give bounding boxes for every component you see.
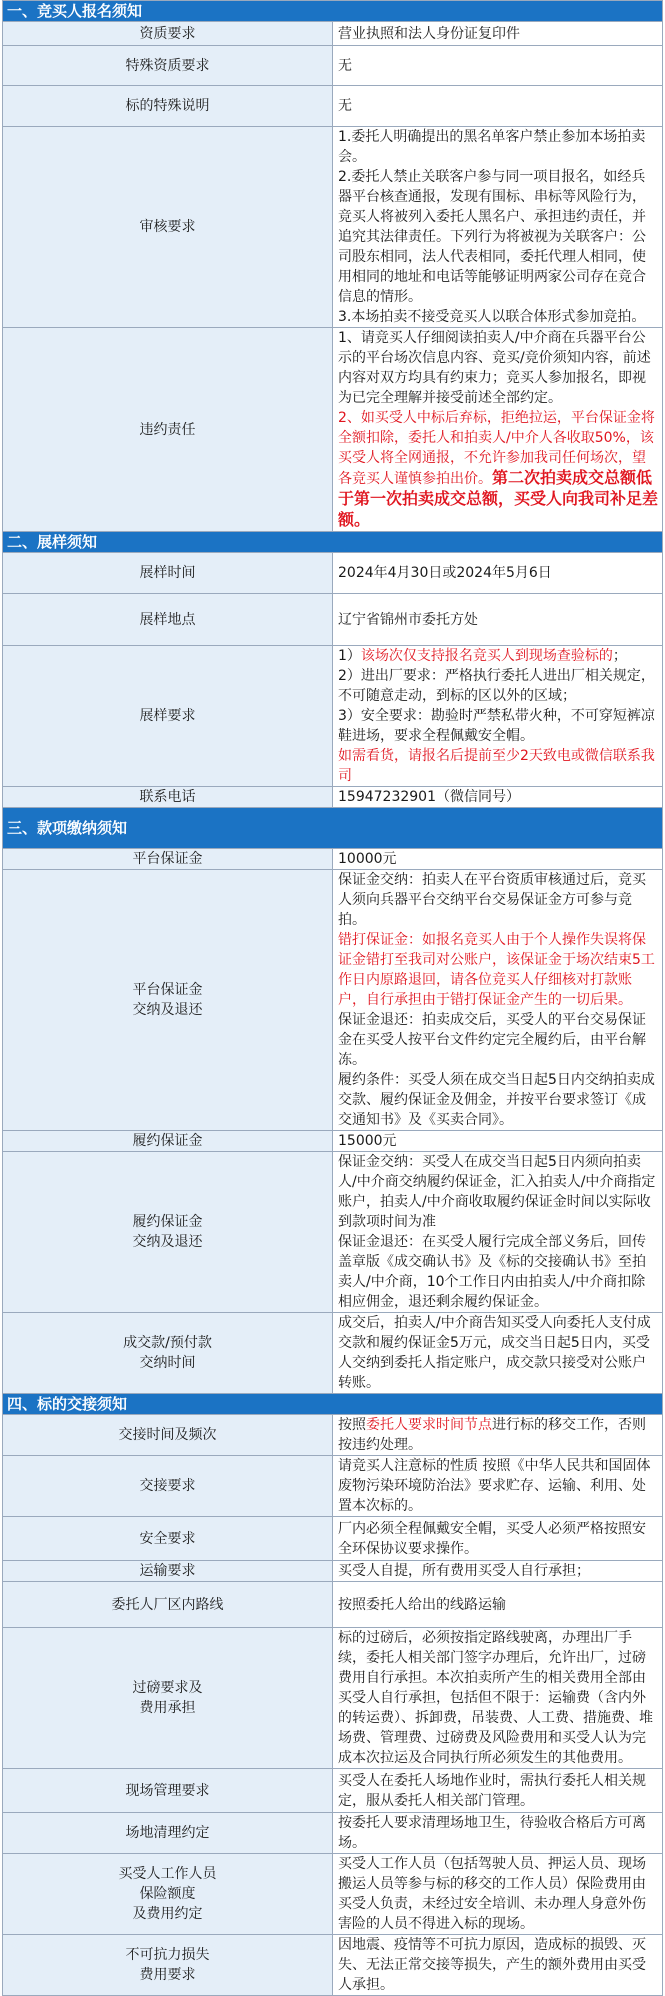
red-warning-text: 2、如买受人中标后弃标，拒绝拉运，平台保证金将全额扣除，委托人和拍卖人/中介人各收取50%，该买受人将全网通报，不允许参加我司任何场次，望各竞买人谨慎参拍出价。 — [338, 410, 655, 487]
red-contact-note: 如需看货，请报名后提前至少2天致电或微信联系我司 — [338, 748, 655, 784]
row-item-special-note — [3, 86, 663, 127]
paragraph — [338, 646, 658, 666]
row-value — [333, 328, 663, 532]
row-staff-insurance — [3, 1854, 663, 1935]
row-label: 标的特殊说明 — [3, 86, 333, 127]
paragraph: 2）进出厂要求：严格执行委托人进出厂相关规定，不可随意走动，到标的区以外的区域； — [338, 668, 655, 704]
label-line: 平台保证金 — [132, 982, 203, 998]
row-label: 交接时间及频次 — [3, 1415, 333, 1456]
row-value: 营业执照和法人身份证复印件 — [333, 22, 663, 46]
label-line: 不可抗力损失 — [125, 1947, 210, 1963]
section-header-payment — [3, 808, 663, 849]
row-label: 资质要求 — [3, 22, 333, 46]
row-site-cleanup — [3, 1813, 663, 1854]
row-label — [3, 870, 333, 1131]
row-value: 成交后，拍卖人/中介商告知买受人向委托人支付成交款和履约保证金5万元，成交当日起5日内，买受人交纳到委托人指定账户，成交款只接受对公账户转账。 — [333, 1313, 663, 1394]
row-value: 辽宁省锦州市委托方处 — [333, 594, 663, 646]
row-label — [3, 1628, 333, 1769]
row-value: 买受人在委托人场地作业时，需执行委托人相关规定，服从委托人相关部门管理。 — [333, 1769, 663, 1813]
row-label — [3, 1854, 333, 1935]
row-safety-requirements — [3, 1517, 663, 1561]
row-label: 履约保证金 — [3, 1131, 333, 1152]
row-transaction-payment-time — [3, 1313, 663, 1394]
paragraph: 保证金退还：在买受人履行完成全部义务后，回传盖章版《成交确认书》及《标的交接确认书》至拍卖人/中介商，10个工作日内由拍卖人/中介商扣除相应佣金，退还剩余履约保证金。 — [338, 1234, 646, 1310]
row-value: 按委托人要求清理场地卫生，待验收合格后方可离场。 — [333, 1813, 663, 1854]
row-value: 2024年4月30日或2024年5月6日 — [333, 553, 663, 594]
label-line: 费用承担 — [139, 1700, 196, 1716]
row-label: 展样地点 — [3, 594, 333, 646]
row-platform-deposit — [3, 849, 663, 870]
row-viewing-requirements — [3, 646, 663, 787]
row-contact-phone — [3, 787, 663, 808]
row-force-majeure — [3, 1935, 663, 1996]
row-label: 展样要求 — [3, 646, 333, 787]
row-value — [333, 127, 663, 328]
row-label: 场地清理约定 — [3, 1813, 333, 1854]
row-value: 请竞买人注意标的性质 按照《中华人民共和国固体废物污染环境防治法》要求贮存、运输、利用、处置本次标的。 — [333, 1456, 663, 1517]
row-value: 标的过磅后，必须按指定路线驶离，办理出厂手续，委托人相关部门签字办理后，允许出厂，过磅费用自行承担。本次拍卖所产生的相关费用全部由买受人自行承担，包括但不限于：运输费（含内外的转运费）、拆卸费，吊装费、人工费、措施费、堆场费、管理费、过磅费及风险费用和买受人认为完成本次拉运及合同执行所必须发生的其他费用。 — [333, 1628, 663, 1769]
paragraph: 3）安全要求：勘验时严禁私带火种，不可穿短裤凉鞋进场，要求全程佩戴安全帽。 — [338, 708, 655, 744]
row-transport-requirements — [3, 1561, 663, 1582]
row-handover-time — [3, 1415, 663, 1456]
row-site-management — [3, 1769, 663, 1813]
label-line: 买受人工作人员 — [118, 1866, 217, 1882]
row-qualification — [3, 22, 663, 46]
section-header-viewing — [3, 532, 663, 553]
row-handover-requirements — [3, 1456, 663, 1517]
row-label: 平台保证金 — [3, 849, 333, 870]
row-label: 委托人厂区内路线 — [3, 1582, 333, 1628]
label-line: 保险额度 — [139, 1886, 196, 1902]
row-label — [3, 1152, 333, 1313]
label-line: 成交款/预付款 — [123, 1335, 212, 1351]
row-label: 安全要求 — [3, 1517, 333, 1561]
row-value: 买受人自提，所有费用买受人自行承担； — [333, 1561, 663, 1582]
row-label: 现场管理要求 — [3, 1769, 333, 1813]
row-weighing-costs — [3, 1628, 663, 1769]
row-value: 因地震、疫情等不可抗力原因，造成标的损毁、灭失、无法正常交接等损失，产生的额外费用由买受人承担。 — [333, 1935, 663, 1996]
text: 按照 — [338, 1417, 366, 1433]
label-line: 费用要求 — [139, 1967, 196, 1983]
label-line: 交纳时间 — [139, 1355, 196, 1371]
row-viewing-time — [3, 553, 663, 594]
row-performance-deposit-payment — [3, 1152, 663, 1313]
row-value: 无 — [333, 86, 663, 127]
text: 进行标的移交工作，否则按违约处理。 — [338, 1417, 646, 1453]
label-line: 交纳及退还 — [132, 1234, 203, 1250]
row-breach-liability — [3, 328, 663, 532]
paragraph: 2.委托人禁止关联客户参与同一项目报名，如经兵器平台核查通报，发现有围标、串标等风险行为，竞买人将被列入委托人黑名户、承担违约责任，并追究其法律责任。下列行为将被视为关联客户：公司股东相同，法人代表相同，委托代理人相同，使用相同的地址和电话等能够证明两家公司存在竞合信息的情形。 — [338, 169, 646, 305]
label-line: 交纳及退还 — [132, 1002, 203, 1018]
section-title: 三、款项缴纳须知 — [3, 808, 663, 849]
row-value: 按照委托人给出的线路运输 — [333, 1582, 663, 1628]
row-label: 运输要求 — [3, 1561, 333, 1582]
row-label: 违约责任 — [3, 328, 333, 532]
row-value: 厂内必须全程佩戴安全帽，买受人必须严格按照安全环保协议要求操作。 — [333, 1517, 663, 1561]
row-performance-deposit — [3, 1131, 663, 1152]
row-value: 买受人工作人员（包括驾驶人员、押运人员、现场搬运人员等参与标的移交的工作人员）保险费用由买受人负责，未经过安全培训、未办理人身意外伤害险的人员不得进入标的现场。 — [333, 1854, 663, 1935]
row-review-requirements — [3, 127, 663, 328]
row-label: 特殊资质要求 — [3, 46, 333, 86]
row-label: 交接要求 — [3, 1456, 333, 1517]
red-bold-warning-text: 第二次拍卖成交总额低于第一次拍卖成交总额，买受人向我司补足差额。 — [338, 468, 659, 529]
paragraph: 保证金交纳：买受人在成交当日起5日内须向拍卖人/中介商交纳履约保证金，汇入拍卖人/中介商指定账户，拍卖人/中介商收取履约保证金时间以实际收到款项时间为准 — [338, 1154, 656, 1230]
red-highlight-text: 委托人要求时间节点 — [366, 1417, 492, 1433]
row-label: 审核要求 — [3, 127, 333, 328]
row-value — [333, 1152, 663, 1313]
section-title: 二、展样须知 — [3, 532, 663, 553]
red-highlight-text: 该场次仅支持报名竞买人到现场查验标的 — [360, 648, 613, 664]
row-platform-deposit-payment — [3, 870, 663, 1131]
paragraph: 1.委托人明确提出的黑名单客户禁止参加本场拍卖会。 — [338, 129, 646, 165]
section-header-registration — [3, 1, 663, 22]
red-wrong-deposit-note: 错打保证金：如报名竞买人由于个人操作失误将保证金错打至我司对公账户，该保证金于场次结束5工作日内原路退回，请各位竞买人仔细核对打款账户，自行承担由于错打保证金产生的一切后果。 — [338, 932, 655, 1008]
row-value: 15000元 — [333, 1131, 663, 1152]
paragraph: 3.本场拍卖不接受竞买人以联合体形式参加竞拍。 — [338, 309, 646, 325]
row-label: 展样时间 — [3, 553, 333, 594]
row-label: 联系电话 — [3, 787, 333, 808]
section-header-handover — [3, 1394, 663, 1415]
row-value: 无 — [333, 46, 663, 86]
paragraph: 1、请竞买人仔细阅读拍卖人/中介商在兵器平台公示的平台场次信息内容、竞买/竞价须知内容，前述内容对双方均具有约束力；竞买人参加报名，即视为已完全理解并接受前述全部约定。 — [338, 330, 651, 406]
row-value: 10000元 — [333, 849, 663, 870]
label-line: 及费用约定 — [132, 1906, 203, 1922]
row-value — [333, 870, 663, 1131]
row-viewing-location — [3, 594, 663, 646]
paragraph: 保证金退还：拍卖成交后，买受人的平台交易保证金在买受人按平台文件约定完全履约后，由平台解冻。 — [338, 1012, 646, 1068]
section-title: 四、标的交接须知 — [3, 1394, 663, 1415]
row-special-qualification — [3, 46, 663, 86]
text: ； — [612, 648, 627, 664]
row-value — [333, 1415, 663, 1456]
label-line: 过磅要求及 — [132, 1680, 203, 1696]
row-value — [333, 646, 663, 787]
paragraph: 履约条件：买受人须在成交当日起5日内交纳拍卖成交款、履约保证金及佣金，并按平台要求签订《成交通知书》及《买卖合同》。 — [338, 1072, 655, 1128]
list-marker: 1） — [338, 648, 361, 664]
row-label — [3, 1313, 333, 1394]
label-line: 履约保证金 — [132, 1214, 203, 1230]
section-title: 一、竞买人报名须知 — [3, 1, 663, 22]
paragraph: 保证金交纳：拍卖人在平台资质审核通过后，竞买人须向兵器平台交纳平台交易保证金方可参与竞拍。 — [338, 872, 646, 928]
auction-notice-table — [2, 0, 663, 1996]
row-label — [3, 1935, 333, 1996]
contact-phone-value: 15947232901（微信同号） — [333, 787, 663, 808]
row-factory-route — [3, 1582, 663, 1628]
